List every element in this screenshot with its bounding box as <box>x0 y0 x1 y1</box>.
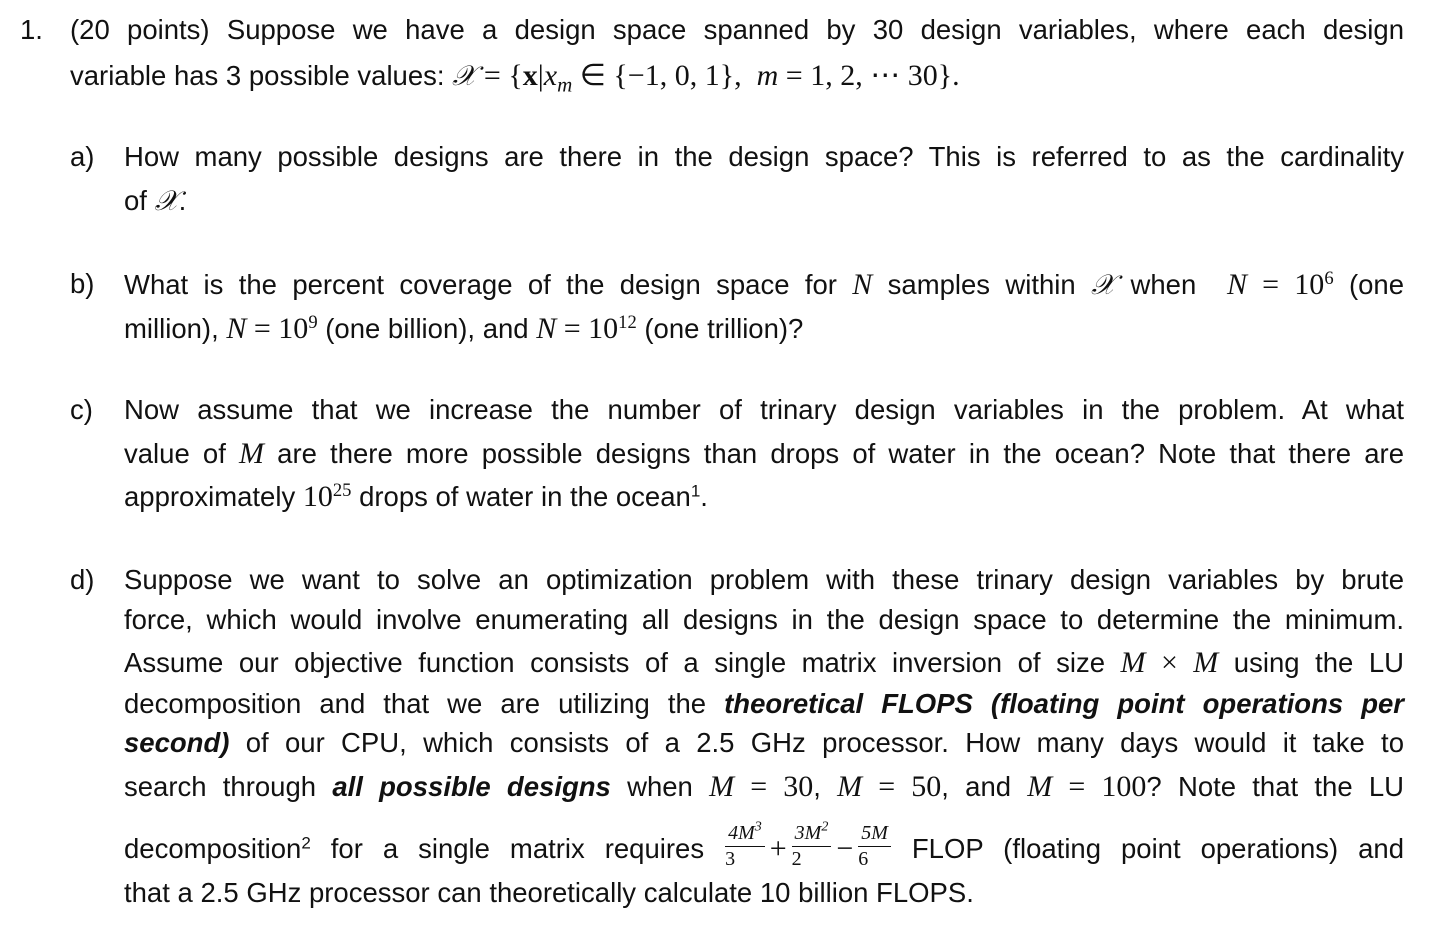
question-intro-line-2: variable has 3 possible values: 𝒳 = {$x|x_m$ ∈ {−1, 0, 1}, m = 1, 2, ⋯ 30}. <box>70 59 960 97</box>
part-d-label: d) <box>70 564 95 595</box>
part-d-line-7: decomposition$^2$ for a single matrix requires $\frac{4M^3}{3}$ + $\frac{3M^2}{2}$ − $\frac{5M}{6}$ FLOP (floating point operations) and <box>124 819 1405 870</box>
fraction-3m2-over-2: $\frac{3M^2}{2}$ <box>792 822 832 871</box>
part-d-line-4: decomposition and that we are utilizing the theoretical FLOPS (floating point operations per <box>124 688 1404 719</box>
part-d-line-6: search through all possible designs when M = 30, M = 50, and M = 100? Note that the LU <box>124 770 1405 803</box>
part-c-line-2: value of M are there more possible designs than drops of water in the ocean? Note that there are <box>124 437 1404 470</box>
part-a-line-2: of 𝒳. <box>124 184 187 217</box>
part-d-line-3: Assume our objective function consists of a single matrix inversion of size M × M using the LU <box>124 646 1405 679</box>
part-a-line-1: How many possible designs are there in the design space? This is referred to as the cardinality <box>124 141 1404 172</box>
part-b-line-2: million), $N = 10^9$ (one billion), and $N = 10^{12}$ (one trillion)? <box>124 311 804 345</box>
fraction-4m3-over-3: $\frac{4M^3}{3}$ <box>725 822 765 871</box>
part-d-line-1: Suppose we want to solve an optimization problem with these trinary design variables by brute <box>124 564 1404 595</box>
part-c-line-1: Now assume that we increase the number of trinary design variables in the problem. At what <box>124 394 1404 425</box>
question-points: (20 points) <box>70 14 210 45</box>
part-c-label: c) <box>70 394 93 425</box>
part-d-line-5: second) of our CPU, which consists of a 2.5 GHz processor. How many days would it take to <box>124 727 1404 758</box>
part-a-label: a) <box>70 141 95 172</box>
part-b-line-1: What is the percent coverage of the design space for N samples within 𝒳 when $N = 10^6$ (one <box>124 267 1404 301</box>
question-intro-line-1: (20 points) Suppose we have a design space spanned by 30 design variables, where each design <box>70 14 1404 45</box>
question-number: 1. <box>20 14 43 45</box>
part-c-line-3: approximately $10^{25}$ drops of water in the ocean$^1$. <box>124 479 708 513</box>
part-b-label: b) <box>70 268 95 299</box>
fraction-5m-over-6: $\frac{5M}{6}$ <box>858 822 891 871</box>
part-d-line-8: that a 2.5 GHz processor can theoretically calculate 10 billion FLOPS. <box>124 877 974 908</box>
part-d-line-2: force, which would involve enumerating all designs in the design space to determine the minimum. <box>124 604 1404 635</box>
